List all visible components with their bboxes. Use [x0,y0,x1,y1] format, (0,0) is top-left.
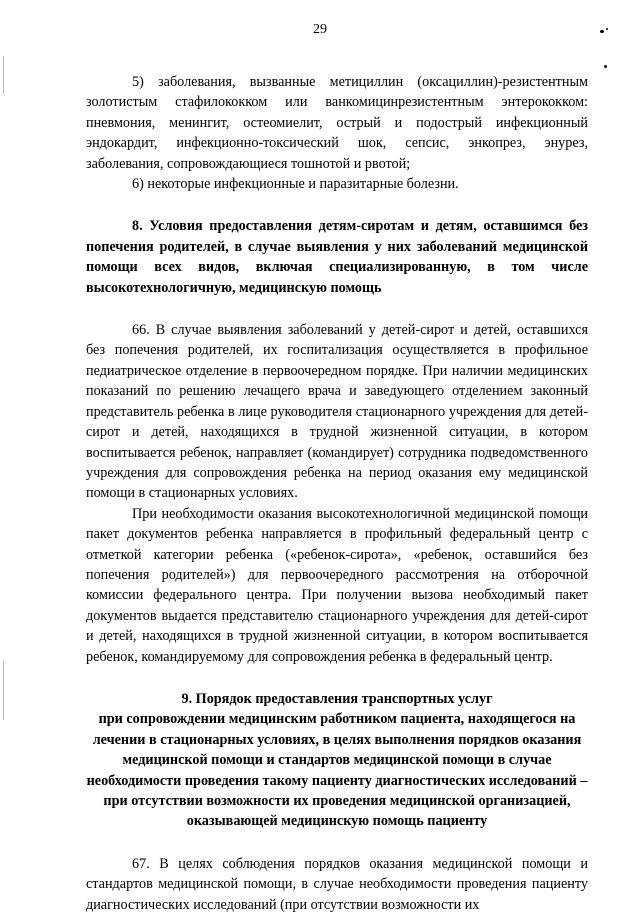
scan-edge-mark [3,660,4,720]
document-body [86,72,588,915]
section-8-heading: 8. Условия предоставления детям-сиротам и детям, оставшимся без попечения родителей, в случае выявления у них заболеваний медицинской помощи всех видов, включая специализированную, в том числе высокотехнологичную, медицинскую помощь [86,218,588,296]
paragraph-item-5: 5) заболевания, вызванные метициллин (оксациллин)-резистентным золотистым стафилококком или ванкомицинрезистентным энтерококком: пневмония, менингит, остеомиелит, острый и подострый инфекционный эндокардит, инфекционно-токсический шок, сепсис, энкопрез, энурез, заболевания, сопровождающиеся тошнотой и рвотой; [86,74,588,172]
scan-speck [604,65,607,68]
section-9-heading-body: при сопровождении медицинским работником пациента, находящегося на лечении в стационарных условиях, в целях выполнения порядков оказания медицинской помощи и стандартов медицинской помощи в случае необходимости проведения такому пациенту диагностических исследований – при отсутствии возможности их проведения медицинской организацией, оказывающей медицинскую помощь пациенту [86,711,588,830]
paragraph-66: 66. В случае выявления заболеваний у детей-сирот и детей, оставшихся без попечения родителей, их госпитализация осуществляется в профильное педиатрическое отделение в первоочередном порядке. При наличии медицинских показаний по решению лечащего врача и заведующего отделением законный представитель ребенка в лице руководителя стационарного учреждения для детей-сирот и детей, находящихся в трудной жизненной ситуации, в котором воспитывается ребенок, направляет (командирует) сотрудника подведомственного учреждения для сопровождения ребенка на период оказания ему медицинской помощи в стационарных условиях. [86,322,588,502]
section-9-heading-line1: 9. Порядок предоставления транспортных услуг [181,690,493,707]
paragraph-66-continued: При необходимости оказания высокотехнологичной медицинской помощи пакет документов ребенка направляется в профильный федеральный центр с отметкой категории ребенка («ребенок-сирота», «ребенок, оставшийся без попечения родителей») для первоочередного рассмотрения на отборочной комиссии федерального центра. При получении вызова необходимый пакет документов выдается представителю стационарного учреждения для детей-сирот и детей, находящихся в трудной жизненной ситуации, в котором воспитывается ребенок, командируемому для сопровождения ребенка в федеральный центр. [86,505,588,665]
page-number: 29 [313,22,327,37]
scan-edge-mark [3,56,4,94]
paragraph-item-6: 6) некоторые инфекционные и паразитарные болезни. [132,176,459,193]
paragraph-67: 67. В целях соблюдения порядков оказания медицинской помощи и стандартов медицинской помощи, в случае необходимости проведения пациенту диагностических исследований (при отсутствии возможности их [86,855,588,913]
